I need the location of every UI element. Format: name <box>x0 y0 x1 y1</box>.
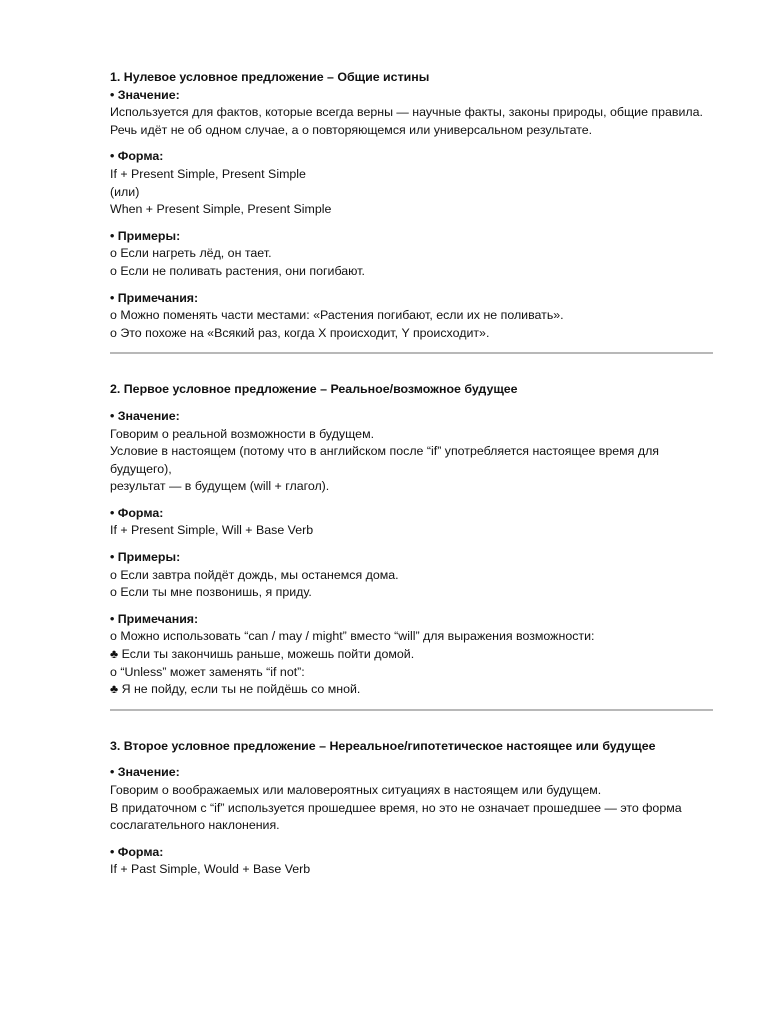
examples-block <box>110 549 713 602</box>
example-line: o Если не поливать растения, они погибают. <box>110 263 365 278</box>
note-line: ♣ Я не пойду, если ты не пойдёшь со мной. <box>110 682 361 697</box>
notes-label: • Примечания: <box>110 611 199 626</box>
notes-label: • Примечания: <box>110 290 199 305</box>
form-line: If + Present Simple, Present Simple <box>110 166 306 181</box>
form-label: • Форма: <box>110 505 164 520</box>
meaning-label: • Значение: <box>110 87 180 102</box>
meaning-line: Используется для фактов, которые всегда верны — научные факты, законы природы, общие правила. <box>110 105 703 120</box>
form-block <box>110 505 713 540</box>
meaning-line: В придаточном с “if” используется прошедшее время, но это не означает прошедшее — это форма сослагательного наклонения. <box>110 800 682 833</box>
meaning-block <box>110 408 713 496</box>
form-label: • Форма: <box>110 149 164 164</box>
examples-label: • Примеры: <box>110 228 181 243</box>
note-line: o “Unless” может заменять “if not”: <box>110 664 305 679</box>
section-first-conditional <box>110 381 713 699</box>
form-line: (или) <box>110 184 140 199</box>
meaning-line: Речь идёт не об одном случае, а о повторяющемся или универсальном результате. <box>110 122 593 137</box>
section-title: 3. Второе условное предложение – Нереальное/гипотетическое настоящее или будущее <box>110 738 656 753</box>
meaning-block <box>110 87 713 140</box>
section-divider <box>110 352 713 354</box>
form-line: If + Past Simple, Would + Base Verb <box>110 862 311 877</box>
examples-label: • Примеры: <box>110 550 181 565</box>
meaning-line: Говорим о реальной возможности в будущем. <box>110 426 375 441</box>
note-line: o Это похоже на «Всякий раз, когда X происходит, Y происходит». <box>110 325 490 340</box>
meaning-block <box>110 764 713 834</box>
meaning-line: результат — в будущем (will + глагол). <box>110 479 330 494</box>
note-line: o Можно использовать “can / may / might” вместо “will” для выражения возможности: <box>110 629 595 644</box>
notes-block <box>110 611 713 699</box>
example-line: o Если нагреть лёд, он тает. <box>110 246 272 261</box>
form-line: If + Present Simple, Will + Base Verb <box>110 523 314 538</box>
form-label: • Форма: <box>110 844 164 859</box>
form-block <box>110 844 713 879</box>
form-line: When + Present Simple, Present Simple <box>110 202 332 217</box>
section-title: 1. Нулевое условное предложение – Общие истины <box>110 70 430 84</box>
meaning-line: Говорим о воображаемых или маловероятных ситуациях в настоящем или будущем. <box>110 783 602 797</box>
section-zero-conditional <box>110 69 713 342</box>
form-block <box>110 148 713 218</box>
section-title: 2. Первое условное предложение – Реальное/возможное будущее <box>110 382 518 397</box>
notes-block <box>110 290 713 343</box>
example-line: o Если завтра пойдёт дождь, мы останемся дома. <box>110 567 399 582</box>
example-line: o Если ты мне позвонишь, я приду. <box>110 585 312 600</box>
meaning-label: • Значение: <box>110 408 180 423</box>
meaning-label: • Значение: <box>110 765 180 780</box>
section-divider <box>110 709 713 711</box>
note-line: o Можно поменять части местами: «Растения погибают, если их не поливать». <box>110 308 564 323</box>
section-second-conditional <box>110 738 713 879</box>
note-line: ♣ Если ты закончишь раньше, можешь пойти домой. <box>110 647 415 662</box>
examples-block <box>110 228 713 281</box>
meaning-line: Условие в настоящем (потому что в английском после “if” употребляется настоящее время для будущего), <box>110 444 660 476</box>
